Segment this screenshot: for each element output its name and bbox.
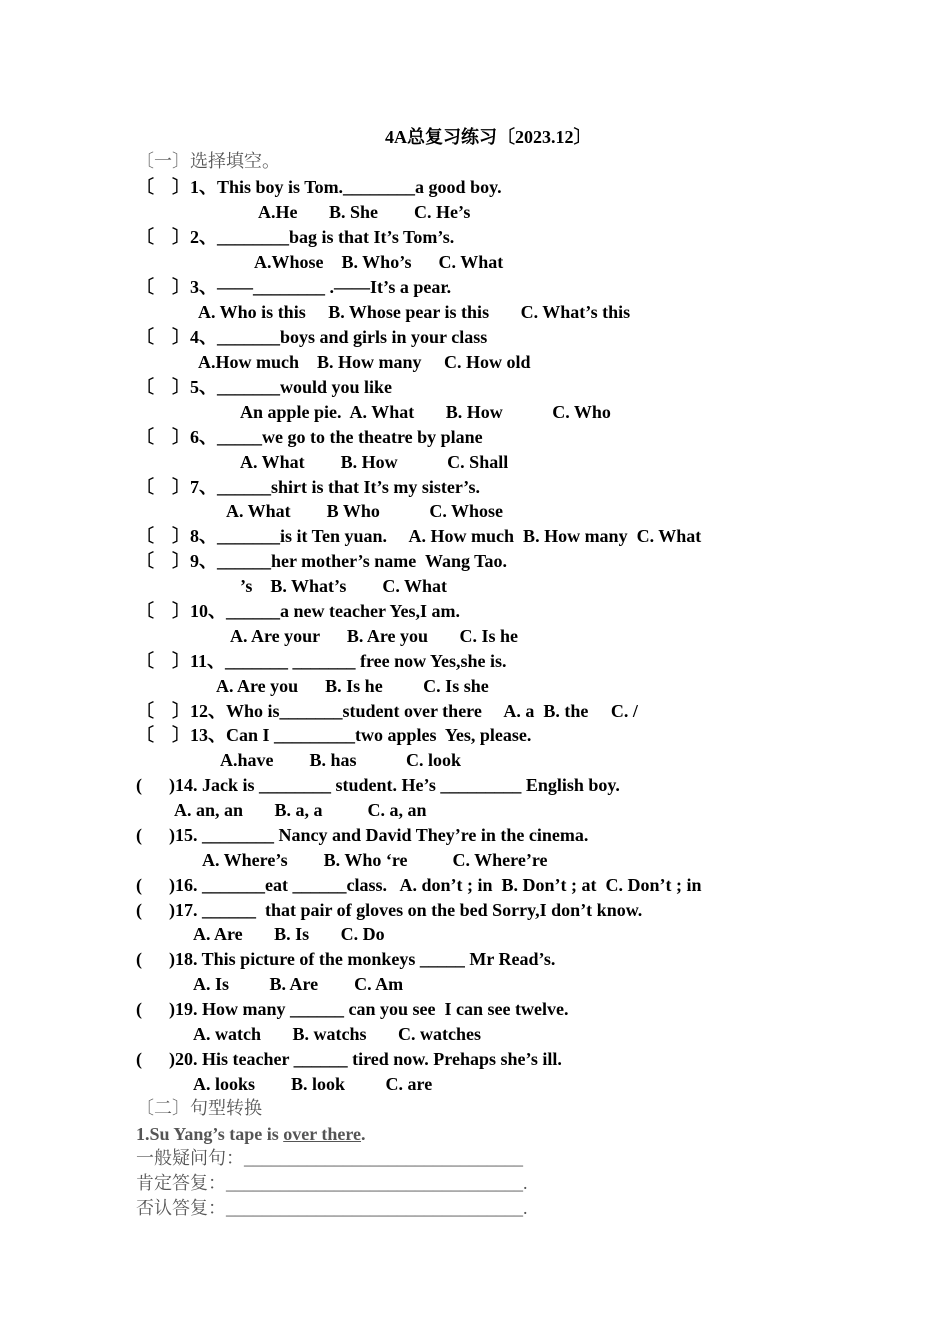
s2-q1-suffix: . [361,1124,366,1144]
question-17: ( )17. ______ that pair of gloves on the bed Sorry,I don’t know. [136,900,643,920]
options-4: A.How much B. How many C. How old [198,352,531,372]
options-11: A. Are you B. Is he C. Is she [216,676,489,696]
section1-heading: 〔一〕选择填空。 [136,151,280,171]
s2-question-1 [136,1123,366,1145]
options-13: A.have B. has C. look [220,750,462,770]
options-18: A. Is B. Are C. Am [193,974,404,994]
s2-negative-answer-line: 否认答复：_________________________________. [136,1198,528,1218]
question-18: ( )18. This picture of the monkeys _____ Mr Read’s. [136,949,556,969]
options-17: A. Are B. Is C. Do [193,924,385,944]
question-19: ( )19. How many ______ can you see I can see twelve. [136,999,569,1019]
section2-heading: 〔二〕句型转换 [136,1098,262,1118]
options-7: A. What B Who C. Whose [226,501,504,521]
options-6: A. What B. How C. Shall [240,452,509,472]
question-12: 〔 〕12、Who is_______student over there A. a B. the C. / [136,701,638,721]
options-1: A.He B. She C. He’s [258,202,471,222]
question-13: 〔 〕13、Can I _________two apples Yes, please. [136,725,532,745]
question-3: 〔 〕3、——________ .——It’s a pear. [136,277,452,297]
page-title: 4A总复习练习〔2023.12〕 [385,127,592,147]
question-1: 〔 〕1、This boy is Tom.________a good boy. [136,177,502,197]
s2-q1-underlined: over there [283,1124,362,1144]
options-2: A.Whose B. Who’s C. What [254,252,504,272]
question-9: 〔 〕9、______her mother’s name Wang Tao. [136,551,508,571]
s2-q1-prefix: 1.Su Yang’s tape is [136,1124,284,1144]
question-16: ( )16. _______eat ______class. A. don’t ; in B. Don’t ; at C. Don’t ; in [136,875,702,895]
question-4: 〔 〕4、_______boys and girls in your class [136,327,488,347]
question-10: 〔 〕10、______a new teacher Yes,I am. [136,601,460,621]
question-20: ( )20. His teacher ______ tired now. Prehaps she’s ill. [136,1049,562,1069]
options-5: An apple pie. A. What B. How C. Who [240,402,611,422]
question-8: 〔 〕8、_______is it Ten yuan. A. How much B. How many C. What [136,526,702,546]
options-20: A. looks B. look C. are [193,1074,433,1094]
question-11: 〔 〕11、_______ _______ free now Yes,she is. [136,651,507,671]
question-2: 〔 〕2、________bag is that It’s Tom’s. [136,227,455,247]
question-7: 〔 〕7、______shirt is that It’s my sister’s. [136,477,480,497]
options-19: A. watch B. watchs C. watches [193,1024,481,1044]
options-14: A. an, an B. a, a C. a, an [174,800,427,820]
question-15: ( )15. ________ Nancy and David They’re in the cinema. [136,825,589,845]
options-9: ’s B. What’s C. What [240,576,448,596]
options-15: A. Where’s B. Who ‘re C. Where’re [202,850,548,870]
question-5: 〔 〕5、_______would you like [136,377,393,397]
s2-general-question-line: 一般疑问句：_______________________________ [136,1148,523,1168]
options-10: A. Are your B. Are you C. Is he [230,626,519,646]
question-6: 〔 〕6、_____we go to the theatre by plane [136,427,483,447]
options-3: A. Who is this B. Whose pear is this C. What’s this [198,302,631,322]
question-14: ( )14. Jack is ________ student. He’s _________ English boy. [136,775,620,795]
s2-positive-answer-line: 肯定答复：_________________________________. [136,1173,528,1193]
